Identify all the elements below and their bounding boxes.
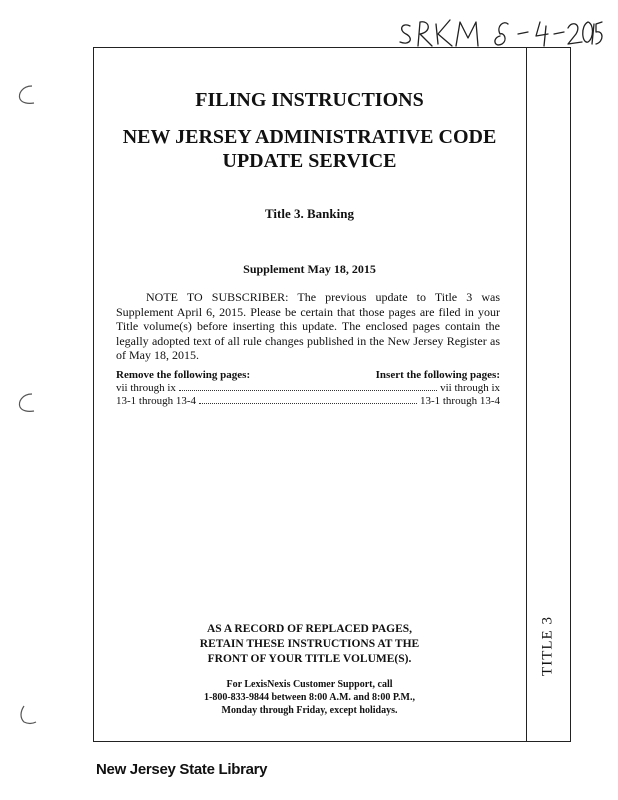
remove-pages-value: 13-1 through 13-4	[116, 395, 197, 407]
remove-pages-header: Remove the following pages:	[116, 369, 251, 381]
support-line2: 1-800-833-9844 between 8:00 A.M. and 8:00 P.M.,	[203, 692, 415, 703]
dot-leader	[179, 390, 437, 391]
dot-leader	[199, 403, 417, 404]
code-heading-line2: UPDATE SERVICE	[222, 150, 397, 172]
page-list-row	[116, 382, 500, 395]
supplement-date: Supplement May 18, 2015	[243, 262, 376, 276]
record-line1: AS A RECORD OF REPLACED PAGES,	[206, 623, 413, 635]
code-heading	[93, 125, 526, 173]
support-line3: Monday through Friday, except holidays.	[221, 705, 398, 716]
library-stamp: New Jersey State Library	[96, 761, 268, 778]
remove-pages-value: vii through ix	[116, 382, 176, 394]
insert-pages-value: 13-1 through 13-4	[419, 395, 500, 407]
page-list-row	[116, 395, 500, 408]
punch-hole-mark-bottom	[16, 704, 38, 726]
punch-hole-mark-middle	[16, 392, 38, 414]
subscriber-note: NOTE TO SUBSCRIBER: The previous update to Title 3 was Supplement April 6, 2015. Please be certain that those pages are filed in your Title volume(s) before inserting this update. The enclosed pages contain the legally adopted text of all rule changes published in the New Jersey Register as of May 18, 2015.	[116, 290, 500, 363]
handwritten-initials-date	[396, 12, 606, 52]
record-line3: FRONT OF YOUR TITLE VOLUME(S).	[207, 653, 412, 665]
insert-pages-value: vii through ix	[440, 382, 500, 394]
title-tab-label: TITLE 3	[539, 616, 556, 676]
record-retention-notice	[93, 622, 526, 667]
filing-instructions-heading: FILING INSTRUCTIONS	[195, 89, 424, 111]
customer-support-notice	[93, 678, 526, 717]
insert-pages-header: Insert the following pages:	[375, 369, 500, 381]
page-list-header	[116, 368, 500, 382]
code-heading-line1: NEW JERSEY ADMINISTRATIVE CODE	[122, 126, 497, 148]
support-line1: For LexisNexis Customer Support, call	[226, 679, 393, 690]
punch-hole-mark-top	[16, 84, 38, 106]
title-name: Title 3. Banking	[265, 206, 354, 221]
record-line2: RETAIN THESE INSTRUCTIONS AT THE	[199, 638, 420, 650]
page-replacement-list	[116, 368, 500, 408]
